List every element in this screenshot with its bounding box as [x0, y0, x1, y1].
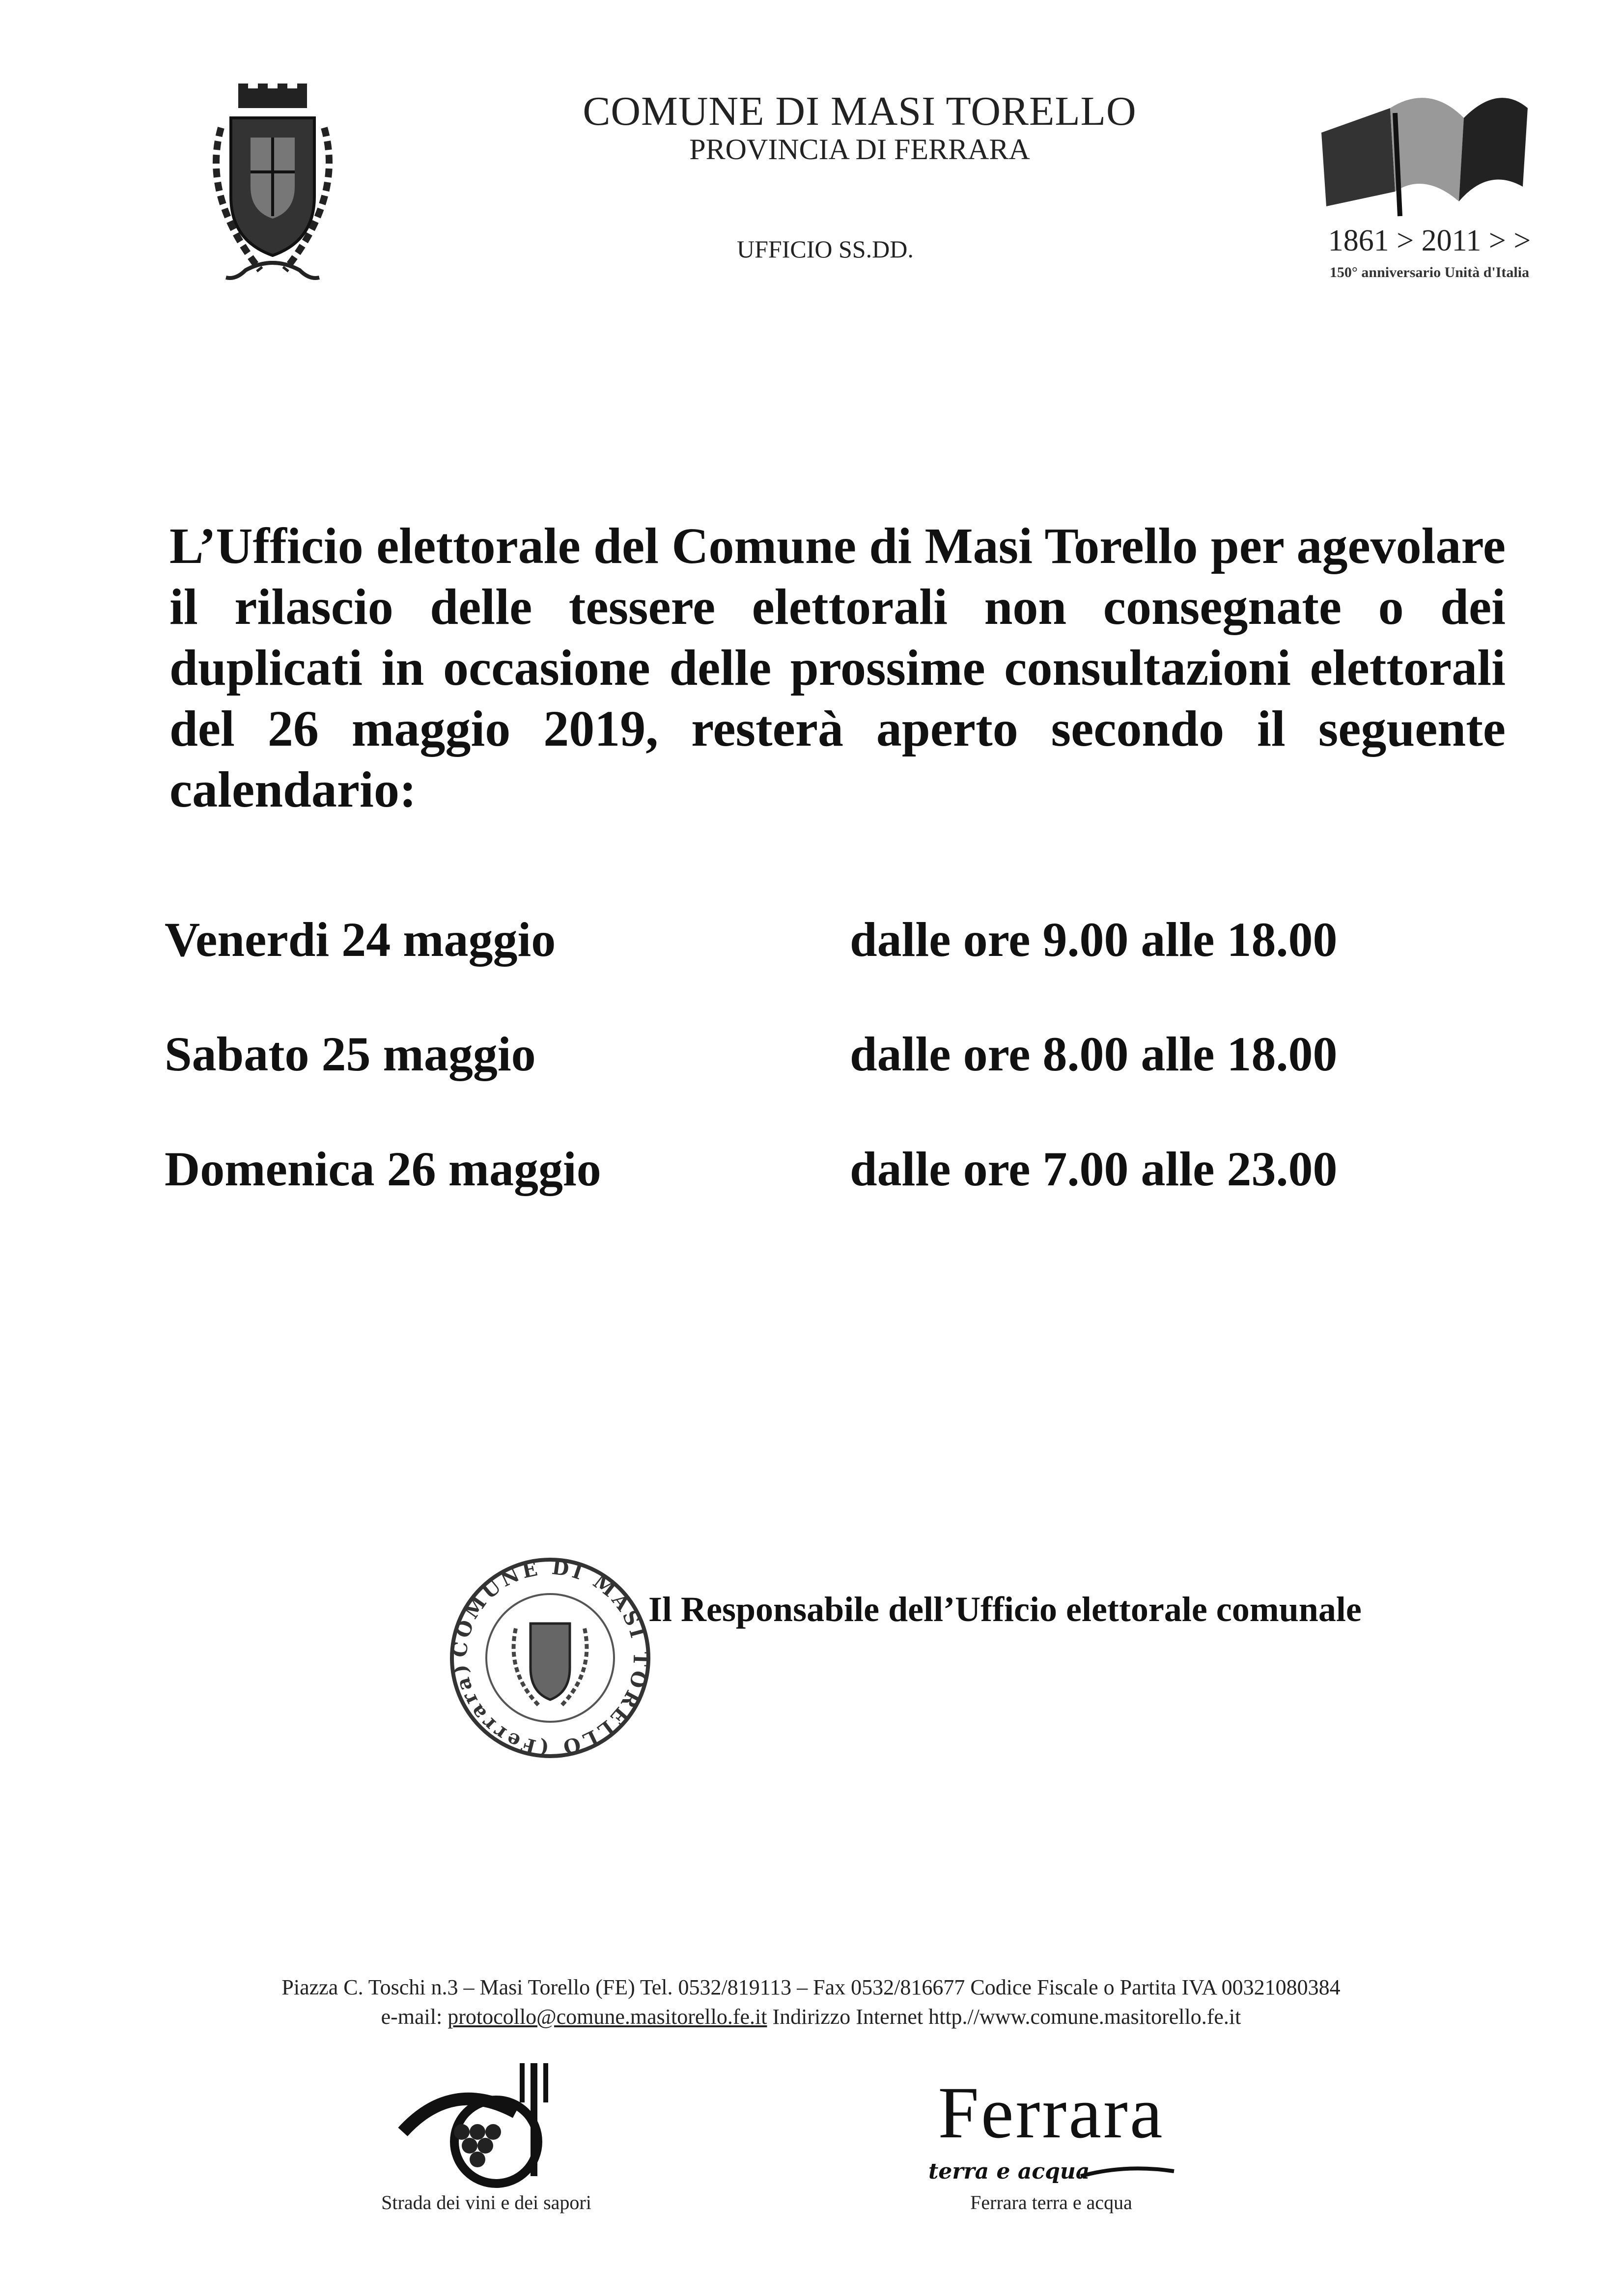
schedule-hours: dalle ore 7.00 alle 23.00	[850, 1142, 1338, 1196]
email-label: e-mail:	[381, 2005, 443, 2029]
web-label: Indirizzo Internet	[772, 2005, 923, 2029]
web-link[interactable]: http.//www.comune.masitorello.fe.it	[928, 2005, 1241, 2029]
schedule-hours: dalle ore 9.00 alle 18.00	[850, 912, 1338, 967]
municipality-title: COMUNE DI MASI TORELLO	[583, 88, 1137, 134]
footer-address: Piazza C. Toschi n.3 – Masi Torello (FE) Tel. 0532/819113 – Fax 0532/816677 Codice Fiscale o Partita IVA 00321080384	[281, 1975, 1341, 1999]
anniversary-years: 1861 > 2011 > >	[1328, 224, 1531, 257]
schedule-day: Sabato 25 maggio	[165, 1027, 536, 1081]
schedule-day: Domenica 26 maggio	[165, 1142, 601, 1196]
intro-paragraph: L’Ufficio elettorale del Comune di Masi Torello per agevolare il rilascio delle tessere elettorali non consegnate o dei duplicati in occasione delle prossime consultazioni elettorali del 26 maggio 2019, resterà aperto secondo il seguente calendario:	[169, 518, 1506, 818]
office-label: UFFICIO SS.DD.	[737, 235, 914, 263]
coat-of-arms-icon	[192, 84, 354, 290]
province-subtitle: PROVINCIA DI FERRARA	[689, 133, 1030, 166]
ferrara-logo-tagline	[923, 2154, 1179, 2193]
anniversary-flag-icon	[1316, 79, 1533, 221]
email-link[interactable]: protocollo@comune.masitorello.fe.it	[447, 2005, 767, 2029]
ferrara-tagline-text: terra e acqua	[928, 2159, 1090, 2184]
anniversary-caption: 150° anniversario Unità d'Italia	[1329, 264, 1530, 280]
ferrara-caption: Ferrara terra e acqua	[970, 2191, 1132, 2213]
stamp-text: COMUNE DI MASI TORELLO (Ferrara)	[448, 1556, 652, 1760]
schedule-hours: dalle ore 8.00 alle 18.00	[850, 1027, 1338, 1081]
signer-title: Il Responsabile dell’Ufficio elettorale comunale	[648, 1590, 1362, 1629]
wine-road-logo-icon	[393, 2058, 555, 2191]
wine-road-caption: Strada dei vini e dei sapori	[381, 2191, 591, 2213]
ferrara-logo-wordmark: Ferrara	[938, 2072, 1165, 2154]
schedule-day: Venerdi 24 maggio	[165, 912, 556, 967]
official-stamp-icon	[432, 1545, 668, 1761]
footer-contact	[147, 2004, 1475, 2029]
